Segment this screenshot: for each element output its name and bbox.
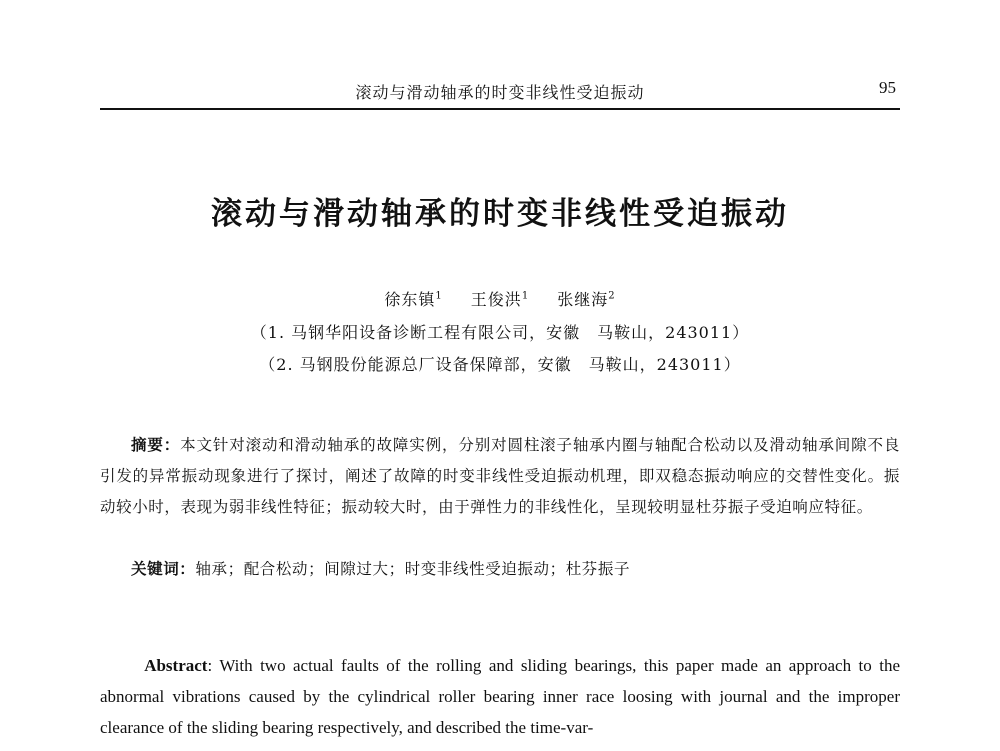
affiliation-1: （1. 马钢华阳设备诊断工程有限公司，安徽 马鞍山，243011） <box>250 323 750 342</box>
author: 张继海$^2$ <box>557 290 616 309</box>
abstract-label: 摘要： <box>131 436 181 454</box>
running-title: 滚动与滑动轴承的时变非线性受迫振动 <box>355 83 645 102</box>
abstract-english <box>100 650 900 743</box>
abstract-en-text: : With two actual faults of the rolling and sliding bearings, this paper made an approach to the abnormal vibrations caused by the cylindrical roller bearing inner race loosing with journal and the improper clearance of the sliding bearing respectively, and described the time-var- <box>100 656 900 737</box>
author-list <box>0 287 1000 310</box>
abstract-text: 本文针对滚动和滑动轴承的故障实例，分别对圆柱滚子轴承内圈与轴配合松动以及滑动轴承间隙不良引发的异常振动现象进行了探讨，阐述了故障的时变非线性受迫振动机理，即双稳态振动响应的交替性变化。振动较小时，表现为弱非线性特征；振动较大时，由于弹性力的非线性化，呈现较明显杜芬振子受迫响应特征。 <box>100 436 900 516</box>
keywords-text: 轴承；配合松动；间隙过大；时变非线性受迫振动；杜芬振子 <box>195 560 631 578</box>
author: 徐东镇$^1$ <box>384 290 443 309</box>
keywords-chinese <box>100 557 900 579</box>
running-header <box>100 72 900 110</box>
author: 王俊洪$^1$ <box>470 290 530 309</box>
abstract-en-label: Abstract <box>144 656 208 675</box>
paper-title: 滚动与滑动轴承的时变非线性受迫振动 <box>211 196 789 232</box>
keywords-label: 关键词： <box>131 560 196 578</box>
affiliation-2: （2. 马钢股份能源总厂设备保障部，安徽 马鞍山，243011） <box>259 355 741 374</box>
page-number: 95 <box>879 78 896 97</box>
abstract-chinese <box>100 430 900 523</box>
